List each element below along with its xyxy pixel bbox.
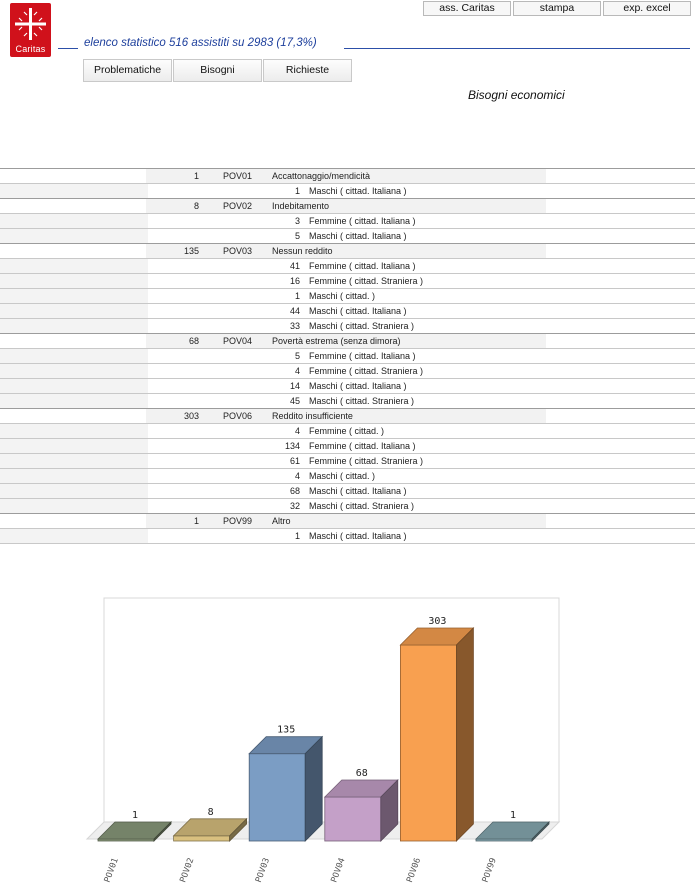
- cross-logo-icon: [10, 3, 51, 45]
- row-background: [0, 274, 148, 288]
- logo-text: Caritas: [15, 44, 46, 54]
- chart-svg: [0, 590, 695, 888]
- bar-POV02: [174, 836, 230, 841]
- row-background: [0, 319, 148, 333]
- top-toolbar: [423, 1, 693, 16]
- bar-chart: [0, 590, 695, 888]
- data-label: 1: [131, 810, 139, 821]
- subrow-count: 3: [294, 216, 300, 226]
- tab-richieste[interactable]: Richieste: [263, 59, 352, 82]
- bar-POV03: [249, 754, 305, 841]
- group-description: Accattonaggio/mendicità: [272, 171, 371, 181]
- table-row: [0, 333, 695, 348]
- statistics-table: [0, 168, 695, 544]
- table-subrow: [0, 213, 695, 228]
- group-count: 68: [188, 336, 199, 346]
- row-background: [0, 259, 148, 273]
- group-description: Povertà estrema (senza dimora): [272, 336, 401, 346]
- table-row: [0, 243, 695, 258]
- subrow-label: Femmine ( cittad. ): [309, 426, 385, 436]
- group-count: 303: [183, 411, 199, 421]
- bar-side-POV03: [305, 737, 322, 841]
- table-subrow: [0, 318, 695, 333]
- caritas-logo: [10, 3, 51, 57]
- subrow-label: Maschi ( cittad. Straniera ): [309, 501, 415, 511]
- page-title: elenco statistico 516 assistiti su 2983 (17,3%): [84, 37, 317, 49]
- group-code: POV02: [223, 201, 253, 211]
- group-description: Nessun reddito: [272, 246, 333, 256]
- group-count: 8: [193, 201, 199, 211]
- subrow-count: 4: [294, 426, 300, 436]
- table-subrow: [0, 498, 695, 513]
- subrow-count: 68: [289, 486, 300, 496]
- row-background: [146, 514, 546, 528]
- table-subrow: [0, 363, 695, 378]
- row-background: [0, 379, 148, 393]
- row-background: [0, 394, 148, 408]
- ass-caritas-button[interactable]: ass. Caritas: [423, 1, 511, 16]
- table-subrow: [0, 453, 695, 468]
- x-tick-label: POV03: [253, 856, 273, 885]
- bar-POV06: [400, 645, 456, 841]
- subrow-count: 1: [294, 531, 300, 541]
- table-subrow: [0, 438, 695, 453]
- subrow-label: Femmine ( cittad. Straniera ): [309, 456, 424, 466]
- subrow-label: Maschi ( cittad. Italiana ): [309, 306, 407, 316]
- table-subrow: [0, 423, 695, 438]
- subrow-label: Femmine ( cittad. Italiana ): [309, 351, 416, 361]
- subrow-count: 5: [294, 351, 300, 361]
- subrow-count: 1: [294, 186, 300, 196]
- group-code: POV06: [223, 411, 253, 421]
- subrow-count: 16: [289, 276, 300, 286]
- table-row: [0, 513, 695, 528]
- group-count: 135: [183, 246, 199, 256]
- bar-POV04: [325, 797, 381, 841]
- row-background: [0, 469, 148, 483]
- row-background: [0, 184, 148, 198]
- table-subrow: [0, 273, 695, 288]
- subrow-label: Maschi ( cittad. ): [309, 291, 376, 301]
- subrow-label: Maschi ( cittad. Straniera ): [309, 396, 415, 406]
- row-background: [0, 304, 148, 318]
- tab-problematiche[interactable]: Problematiche: [83, 59, 172, 82]
- group-description: Indebitamento: [272, 201, 330, 211]
- section-title: Bisogni economici: [468, 88, 565, 102]
- data-label: 1: [509, 810, 517, 821]
- table-subrow: [0, 378, 695, 393]
- export-excel-button[interactable]: exp. excel: [603, 1, 691, 16]
- group-code: POV03: [223, 246, 253, 256]
- subrow-count: 45: [289, 396, 300, 406]
- subrow-label: Maschi ( cittad. Italiana ): [309, 231, 407, 241]
- table-end-rule: [0, 543, 695, 544]
- subrow-label: Femmine ( cittad. Straniera ): [309, 276, 424, 286]
- row-background: [0, 424, 148, 438]
- subrow-count: 4: [294, 366, 300, 376]
- x-tick-label: POV99: [480, 856, 499, 885]
- bar-side-POV06: [456, 628, 473, 841]
- subrow-label: Maschi ( cittad. ): [309, 471, 376, 481]
- group-count: 1: [193, 171, 199, 181]
- row-background: [0, 439, 148, 453]
- table-subrow: [0, 393, 695, 408]
- subrow-label: Maschi ( cittad. Italiana ): [309, 486, 407, 496]
- subrow-label: Maschi ( cittad. Italiana ): [309, 531, 407, 541]
- table-subrow: [0, 468, 695, 483]
- group-code: POV01: [223, 171, 253, 181]
- row-background: [0, 484, 148, 498]
- group-description: Reddito insufficiente: [272, 411, 353, 421]
- subrow-count: 61: [289, 456, 300, 466]
- title-rule-right: [344, 48, 690, 49]
- subrow-count: 5: [294, 231, 300, 241]
- subrow-label: Femmine ( cittad. Italiana ): [309, 441, 416, 451]
- row-background: [0, 454, 148, 468]
- subrow-label: Femmine ( cittad. Straniera ): [309, 366, 424, 376]
- row-background: [0, 364, 148, 378]
- row-background: [0, 529, 148, 543]
- row-background: [0, 499, 148, 513]
- table-subrow: [0, 183, 695, 198]
- data-label: 8: [207, 806, 214, 818]
- table-row: [0, 408, 695, 423]
- table-subrow: [0, 258, 695, 273]
- subrow-count: 32: [289, 501, 300, 511]
- x-tick-label: POV04: [329, 856, 348, 885]
- subrow-count: 4: [294, 471, 300, 481]
- subrow-count: 134: [284, 441, 300, 451]
- table-subrow: [0, 228, 695, 243]
- x-tick-label: POV06: [405, 856, 424, 885]
- row-background: [0, 214, 148, 228]
- table-subrow: [0, 303, 695, 318]
- title-rule-left: [58, 48, 78, 49]
- subrow-count: 44: [289, 306, 300, 316]
- table-row: [0, 168, 695, 183]
- subrow-label: Maschi ( cittad. Italiana ): [309, 381, 407, 391]
- table-subrow: [0, 528, 695, 543]
- group-description: Altro: [272, 516, 291, 526]
- table-subrow: [0, 348, 695, 363]
- x-tick-label: POV01: [102, 856, 121, 885]
- group-code: POV99: [223, 516, 253, 526]
- subrow-label: Maschi ( cittad. Italiana ): [309, 186, 407, 196]
- subrow-label: Femmine ( cittad. Italiana ): [309, 216, 416, 226]
- subrow-label: Femmine ( cittad. Italiana ): [309, 261, 416, 271]
- row-background: [146, 199, 546, 213]
- table-row: [0, 198, 695, 213]
- subrow-count: 41: [289, 261, 300, 271]
- subrow-count: 1: [294, 291, 300, 301]
- subrow-count: 14: [289, 381, 300, 391]
- title-bar: [56, 36, 692, 52]
- print-button[interactable]: stampa: [513, 1, 601, 16]
- row-background: [0, 289, 148, 303]
- tab-bisogni[interactable]: Bisogni: [173, 59, 262, 82]
- row-background: [0, 349, 148, 363]
- table-subrow: [0, 483, 695, 498]
- row-background: [146, 244, 546, 258]
- subrow-label: Maschi ( cittad. Straniera ): [309, 321, 415, 331]
- table-subrow: [0, 288, 695, 303]
- data-label: 68: [355, 768, 368, 780]
- chart-back-wall: [104, 598, 559, 822]
- x-tick-label: POV02: [178, 856, 197, 885]
- row-background: [0, 229, 148, 243]
- group-code: POV04: [223, 336, 253, 346]
- group-count: 1: [193, 516, 199, 526]
- data-label: 303: [428, 616, 447, 627]
- tabs: [83, 59, 353, 82]
- subrow-count: 33: [289, 321, 300, 331]
- data-label: 135: [277, 724, 296, 736]
